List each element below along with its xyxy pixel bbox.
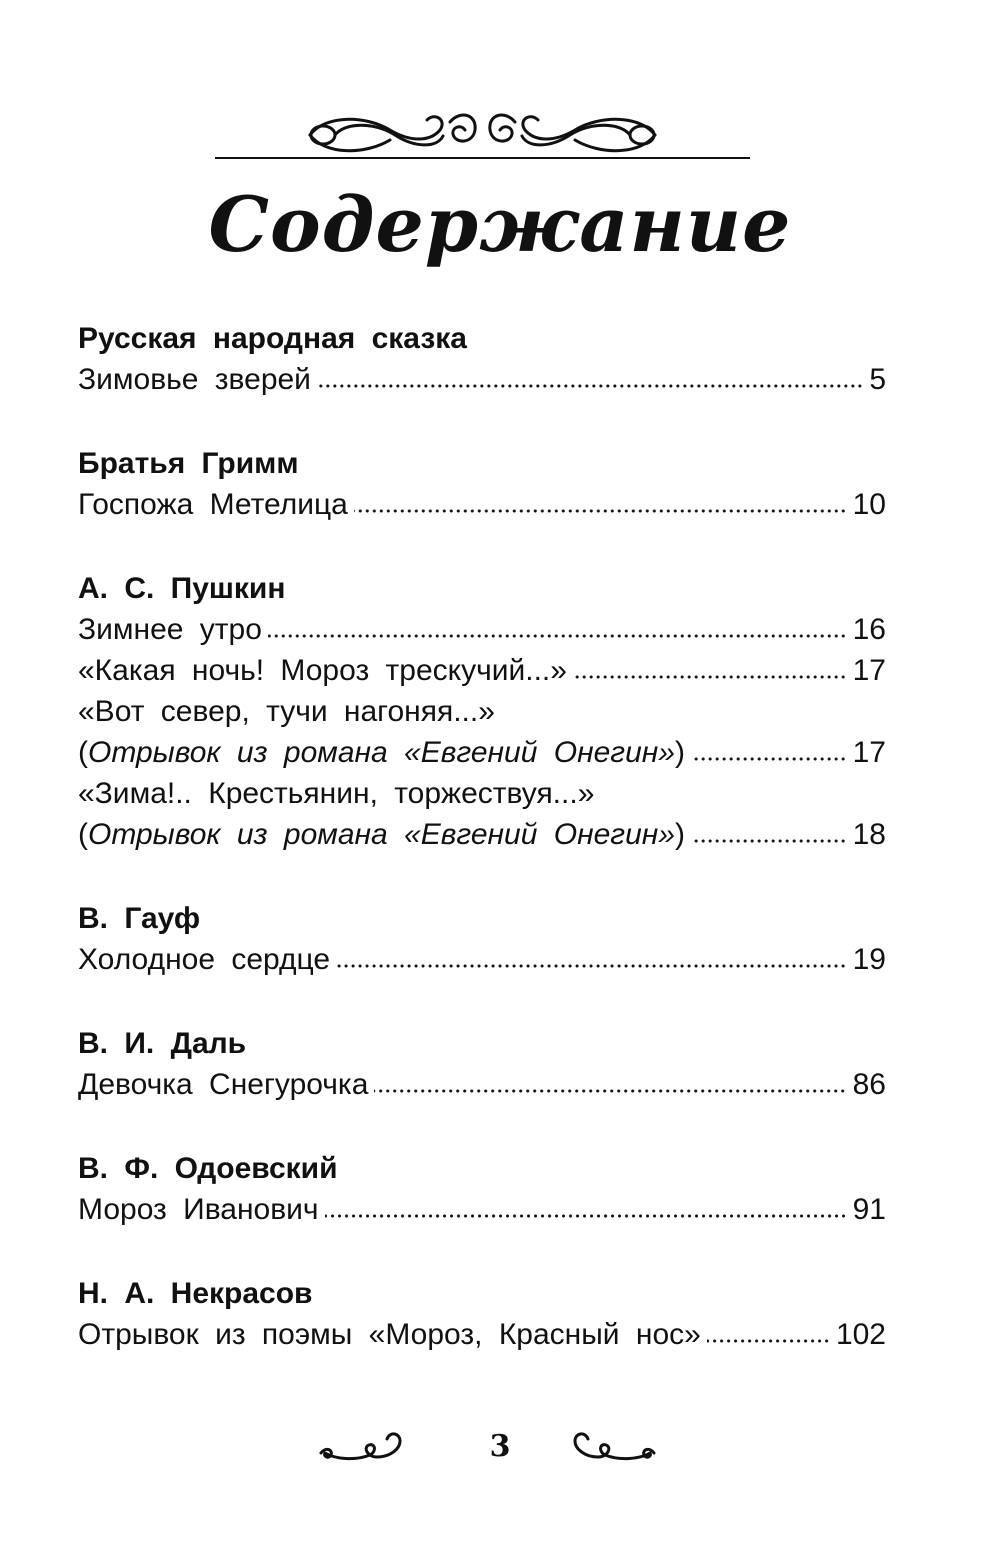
flourish-ornament-icon xyxy=(215,100,750,170)
toc-entry[interactable] xyxy=(78,359,886,400)
dot-leader xyxy=(317,383,863,389)
toc-section xyxy=(78,1148,886,1230)
toc-section xyxy=(78,568,886,855)
toc-entry-title: Девочка Снегурочка xyxy=(78,1068,369,1101)
page-title: Содержание xyxy=(208,180,792,269)
toc-entry-page: 17 xyxy=(852,654,886,687)
toc-section xyxy=(78,1023,886,1105)
italic-note: Отрывок из романа «Евгений Онегин» xyxy=(88,818,675,851)
toc-author: А. С. Пушкин xyxy=(78,572,286,605)
paren-close: ) xyxy=(674,736,685,769)
dot-leader xyxy=(336,963,847,969)
toc-entry-title: Отрывок из поэмы «Мороз, Красный нос» xyxy=(78,1318,701,1351)
toc-entry-page: 10 xyxy=(852,488,886,521)
toc-author: Н. А. Некрасов xyxy=(78,1277,313,1310)
toc-author: В. Гауф xyxy=(78,902,201,935)
toc-entry-subtitle xyxy=(78,732,685,773)
toc-entry[interactable] xyxy=(78,1314,886,1355)
toc-entry[interactable] xyxy=(78,732,886,773)
dot-leader xyxy=(268,633,847,639)
dot-leader xyxy=(691,756,847,762)
toc-entry-page: 102 xyxy=(835,1318,886,1351)
dot-leader xyxy=(707,1338,830,1344)
toc-entry-title: «Какая ночь! Мороз трескучий...» xyxy=(78,654,567,687)
toc-entry-page: 18 xyxy=(852,818,886,851)
toc-section xyxy=(78,318,886,400)
page-number: 3 xyxy=(489,1429,511,1464)
toc-entry[interactable] xyxy=(78,939,886,980)
toc-entry-page: 17 xyxy=(852,736,886,769)
toc-author: В. И. Даль xyxy=(78,1027,247,1060)
toc-section xyxy=(78,443,886,525)
toc-entry-subtitle xyxy=(78,814,685,855)
toc-author: Русская народная сказка xyxy=(78,322,467,355)
toc-entry-page: 86 xyxy=(852,1068,886,1101)
page-footer xyxy=(0,1405,1000,1485)
toc-section xyxy=(78,1273,886,1355)
toc-entry[interactable] xyxy=(78,1189,886,1230)
dot-leader xyxy=(691,838,847,844)
paren-close: ) xyxy=(674,818,685,851)
toc-entry-title: Холодное сердце xyxy=(78,943,331,976)
paren-open: ( xyxy=(78,736,88,769)
dot-leader xyxy=(325,1213,847,1219)
toc-entry[interactable] xyxy=(78,1064,886,1105)
toc-entry-title-line[interactable]: «Вот север, тучи нагоняя...» xyxy=(78,695,495,728)
toc-entry[interactable] xyxy=(78,650,886,691)
toc-entry-page: 16 xyxy=(852,613,886,646)
toc-entry-page: 91 xyxy=(852,1193,886,1226)
flourish-right-icon xyxy=(560,1423,660,1469)
toc-entry-title: Зимовье зверей xyxy=(78,363,311,396)
toc-entry[interactable] xyxy=(78,814,886,855)
dot-leader xyxy=(374,1088,846,1094)
toc-entry-page: 19 xyxy=(852,943,886,976)
toc-entry-page: 5 xyxy=(869,363,886,396)
italic-note: Отрывок из романа «Евгений Онегин» xyxy=(88,736,675,769)
toc-entry-title: Мороз Иванович xyxy=(78,1193,319,1226)
toc-author: В. Ф. Одоевский xyxy=(78,1152,338,1185)
table-of-contents xyxy=(78,318,886,1398)
paren-open: ( xyxy=(78,818,88,851)
toc-entry[interactable] xyxy=(78,609,886,650)
toc-entry[interactable] xyxy=(78,484,886,525)
toc-entry-title: Госпожа Метелица xyxy=(78,488,348,521)
toc-entry-title-line[interactable]: «Зима!.. Крестьянин, торжествуя...» xyxy=(78,777,595,810)
toc-section xyxy=(78,898,886,980)
dot-leader xyxy=(354,508,847,514)
toc-entry-title: Зимнее утро xyxy=(78,613,262,646)
toc-author: Братья Гримм xyxy=(78,447,299,480)
dot-leader xyxy=(573,674,847,680)
